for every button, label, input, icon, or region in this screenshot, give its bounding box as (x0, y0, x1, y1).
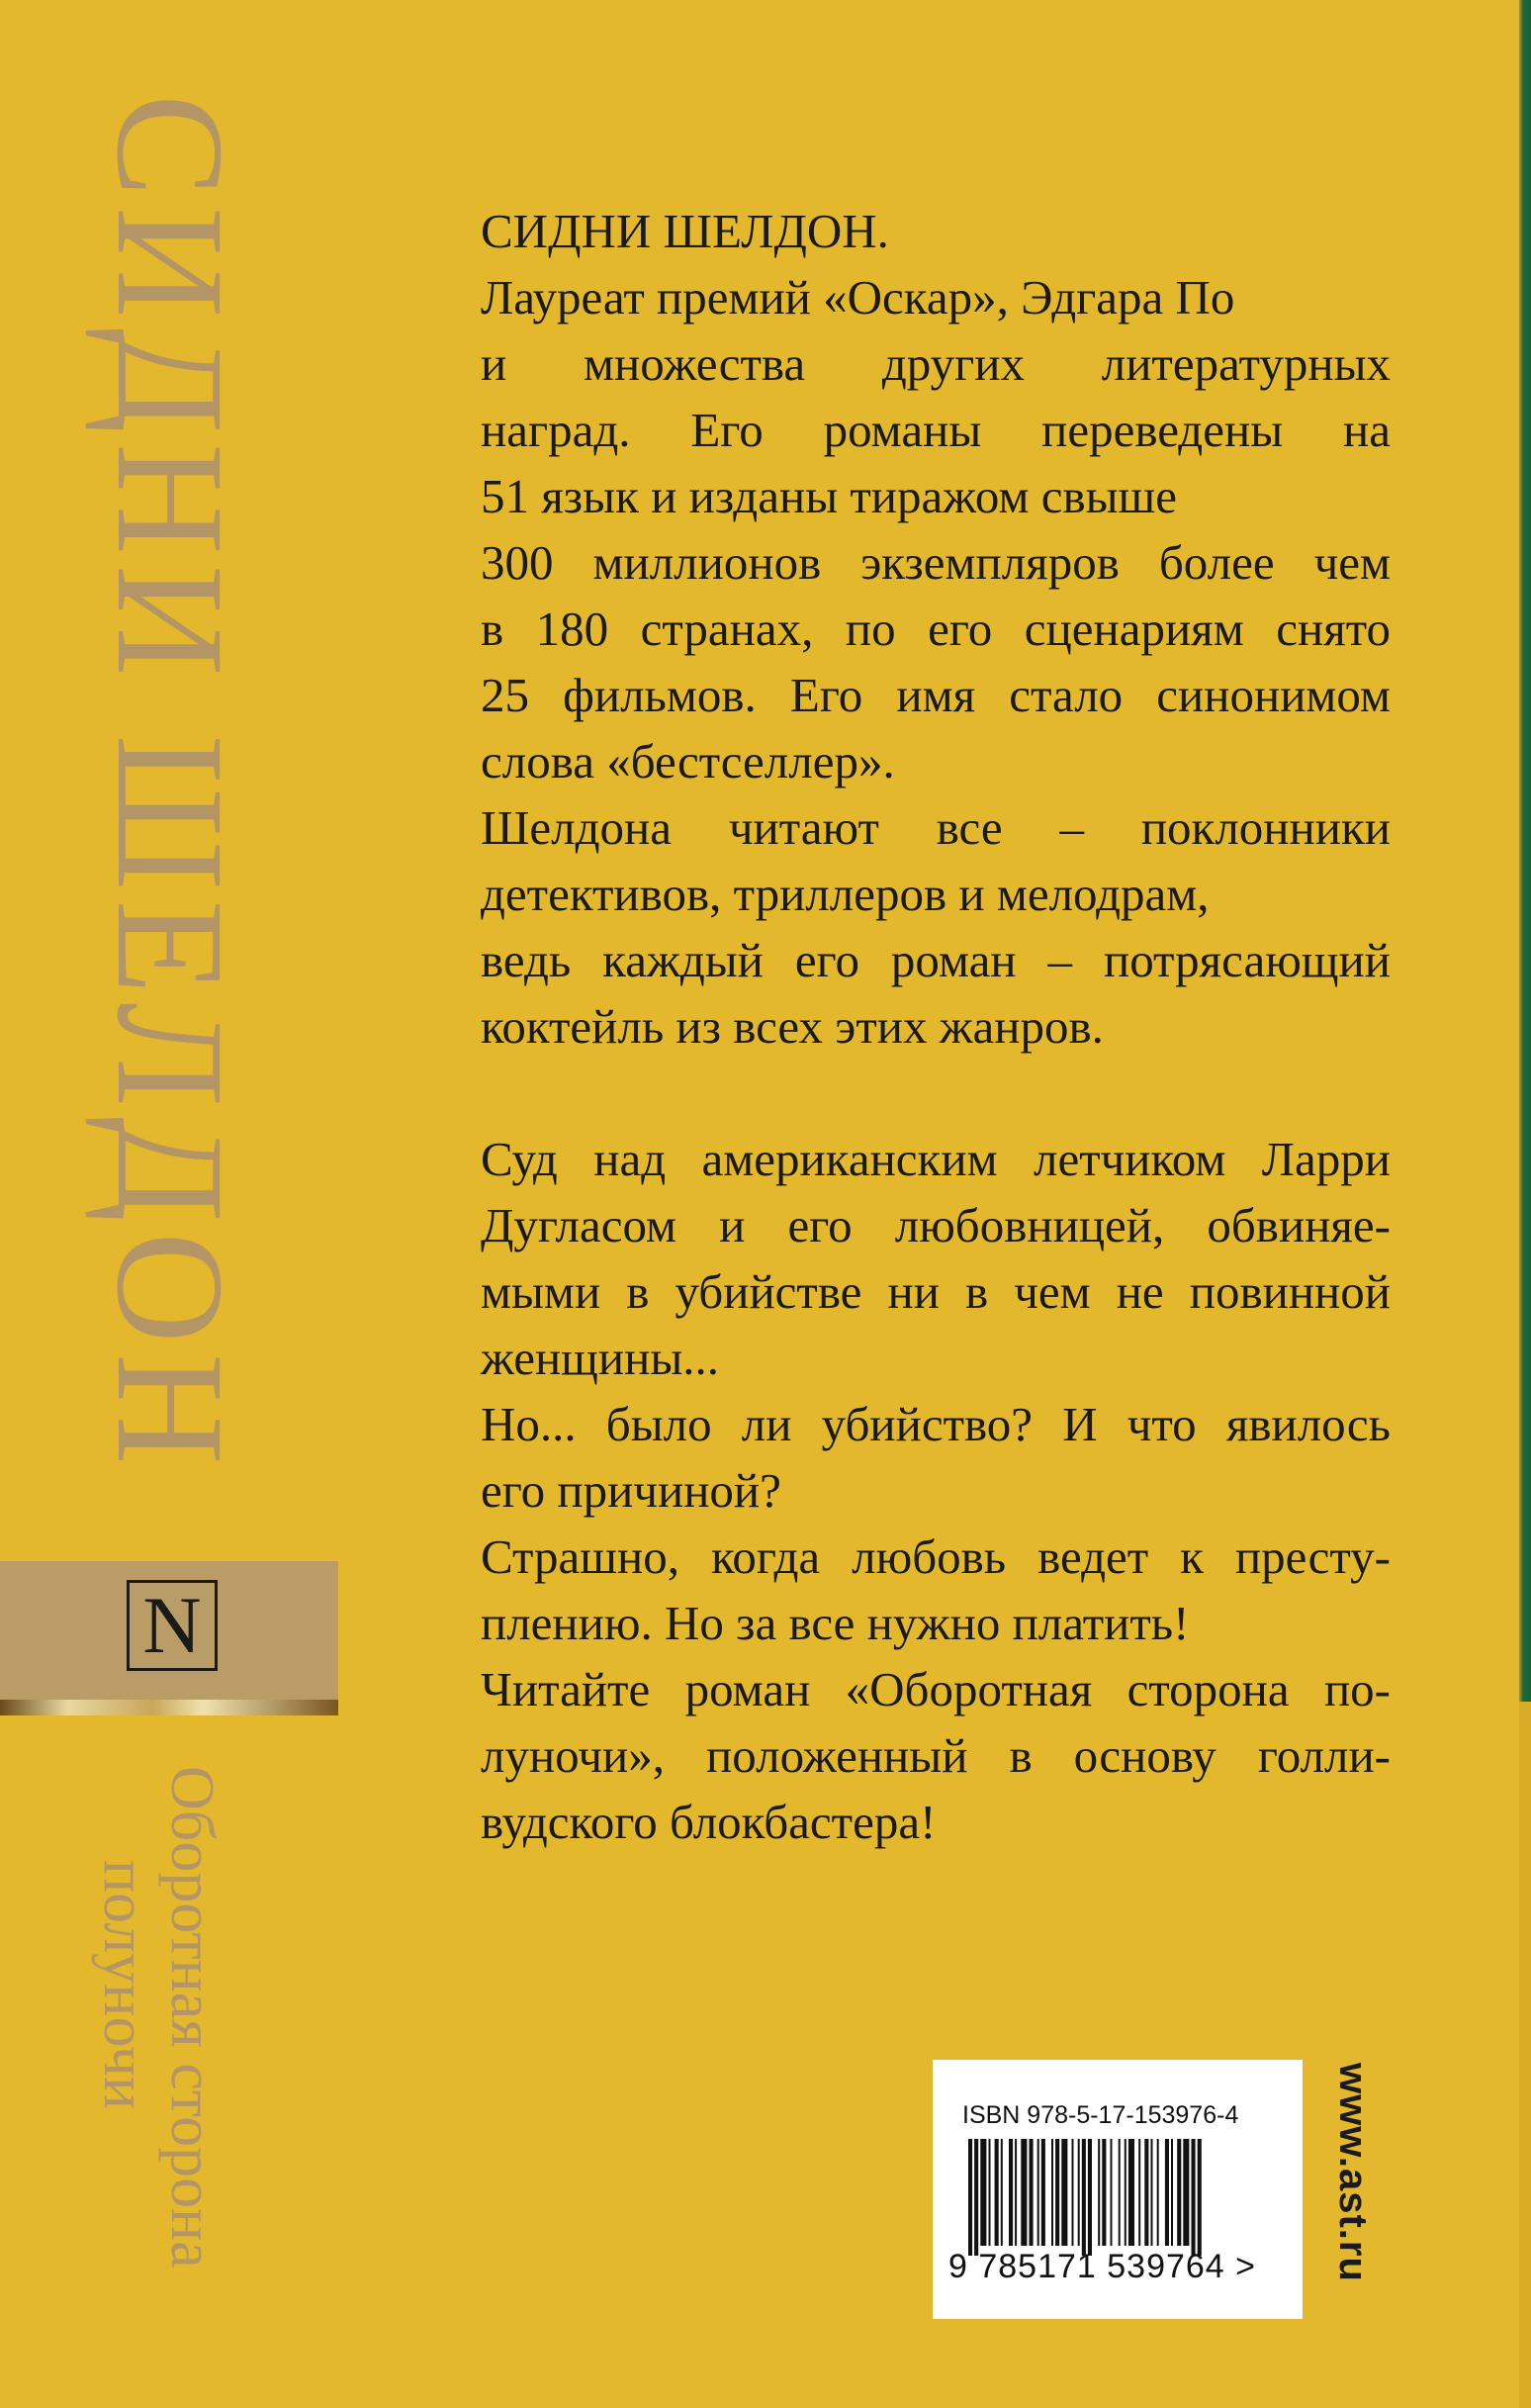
barcode-bar (980, 2139, 986, 2246)
barcode-bar (1119, 2139, 1121, 2246)
author-line: 300 миллионов экземпляров более чем (481, 535, 1391, 590)
publisher-logo-letter: N (142, 1580, 202, 1670)
barcode-bar (995, 2139, 999, 2246)
annotation-line: Читайте роман «Оборотная сторона по- (481, 1662, 1391, 1716)
annotation-line: луночи», положенный в основу голли- (481, 1728, 1391, 1783)
spine-edge-gold (1519, 1702, 1531, 2408)
author-line: наград. Его романы переведены на (481, 403, 1391, 457)
author-line: в 180 странах, по его сценариям снято (481, 602, 1391, 656)
barcode-bars (968, 2139, 1265, 2256)
annotation-line: Страшно, когда любовь ведет к престу- (481, 1529, 1391, 1584)
author-line: Шелдона читают все – поклонники (481, 800, 1391, 855)
annotation-line: Суд над американским летчиком Ларри (481, 1132, 1391, 1186)
annotation-line: мыми в убийстве ни в чем не повинной (481, 1264, 1391, 1319)
publisher-logo (127, 1580, 218, 1671)
author-heading: СИДНИ ШЕЛДОН. (481, 204, 889, 258)
annotation-line: плению. Но за все нужно платить! (481, 1596, 1190, 1650)
barcode-bar (968, 2139, 972, 2256)
barcode-bar (1021, 2139, 1027, 2246)
description-text (481, 198, 1391, 1855)
barcode-bar (1082, 2139, 1086, 2256)
barcode-bar (1037, 2139, 1039, 2246)
barcode-panel (933, 2060, 1303, 2319)
barcode-bar (974, 2139, 978, 2256)
publisher-band-shine (0, 1700, 338, 1715)
annotation-line: его причиной? (481, 1463, 781, 1518)
spine-author-name: СИДНИ ШЕЛДОН (85, 94, 256, 1475)
barcode-bar (1001, 2139, 1003, 2246)
spine-edge-green (1519, 0, 1531, 1702)
barcode-bar (1157, 2139, 1159, 2246)
annotation-line: вудского блокбастера! (481, 1795, 937, 1849)
author-line: коктейль из всех этих жанров. (481, 999, 1104, 1054)
barcode-bar (1030, 2139, 1034, 2246)
author-line: Лауреат премий «Оскар», Эдгара По (481, 270, 1235, 324)
publisher-website: www.ast.ru (1331, 2063, 1375, 2282)
barcode-bar (1177, 2139, 1181, 2246)
barcode-bar (1055, 2139, 1059, 2246)
author-line: слова «бестселлер». (481, 734, 895, 788)
barcode-bar (1125, 2139, 1126, 2246)
spine-book-title (91, 1766, 225, 2269)
annotation-line: Дугласом и его любовницей, обвиняе- (481, 1198, 1391, 1252)
barcode-digits: 9 785171 539764 > (948, 2248, 1257, 2285)
annotation-line: женщины... (481, 1331, 720, 1385)
barcode-bar (1015, 2139, 1017, 2246)
barcode-bar (1009, 2139, 1013, 2246)
barcode-bar (1072, 2139, 1074, 2246)
barcode-bar (1138, 2139, 1140, 2246)
spine-title-line-2: полуночи (91, 1860, 158, 2110)
isbn-number: ISBN 978-5-17-153976-4 (962, 2101, 1239, 2129)
author-line: 25 фильмов. Его имя стало синонимом (481, 668, 1391, 722)
barcode-bar (1041, 2139, 1045, 2246)
barcode-bar (1183, 2139, 1189, 2246)
barcode-bar (989, 2139, 991, 2246)
barcode-bar (1171, 2139, 1173, 2246)
barcode-bar (1198, 2139, 1202, 2256)
barcode-bar (1061, 2139, 1067, 2246)
barcode-bar (1144, 2139, 1148, 2246)
barcode-bar (1078, 2139, 1080, 2246)
barcode-bar (1165, 2139, 1169, 2246)
barcode-bar (1128, 2139, 1134, 2246)
author-line: 51 язык и изданы тиражом свыше (481, 469, 1177, 523)
paragraph-spacer (481, 1060, 1391, 1126)
barcode-bar (1151, 2139, 1153, 2246)
barcode-bar (1051, 2139, 1053, 2246)
annotation-line: Но... было ли убийство? И что явилось (481, 1397, 1391, 1451)
author-line: и множества других литературных (481, 336, 1391, 391)
barcode-bar (1111, 2139, 1113, 2246)
barcode-bar (1088, 2139, 1092, 2256)
barcode-bar (1192, 2139, 1196, 2256)
barcode-bar (1102, 2139, 1106, 2246)
author-line: ведь каждый его роман – потрясающий (481, 933, 1391, 987)
spine-title-line-1: Оборотная сторона (158, 1766, 225, 2269)
author-line: детективов, триллеров и мелодрам, (481, 867, 1210, 921)
barcode-bar (1098, 2139, 1100, 2246)
